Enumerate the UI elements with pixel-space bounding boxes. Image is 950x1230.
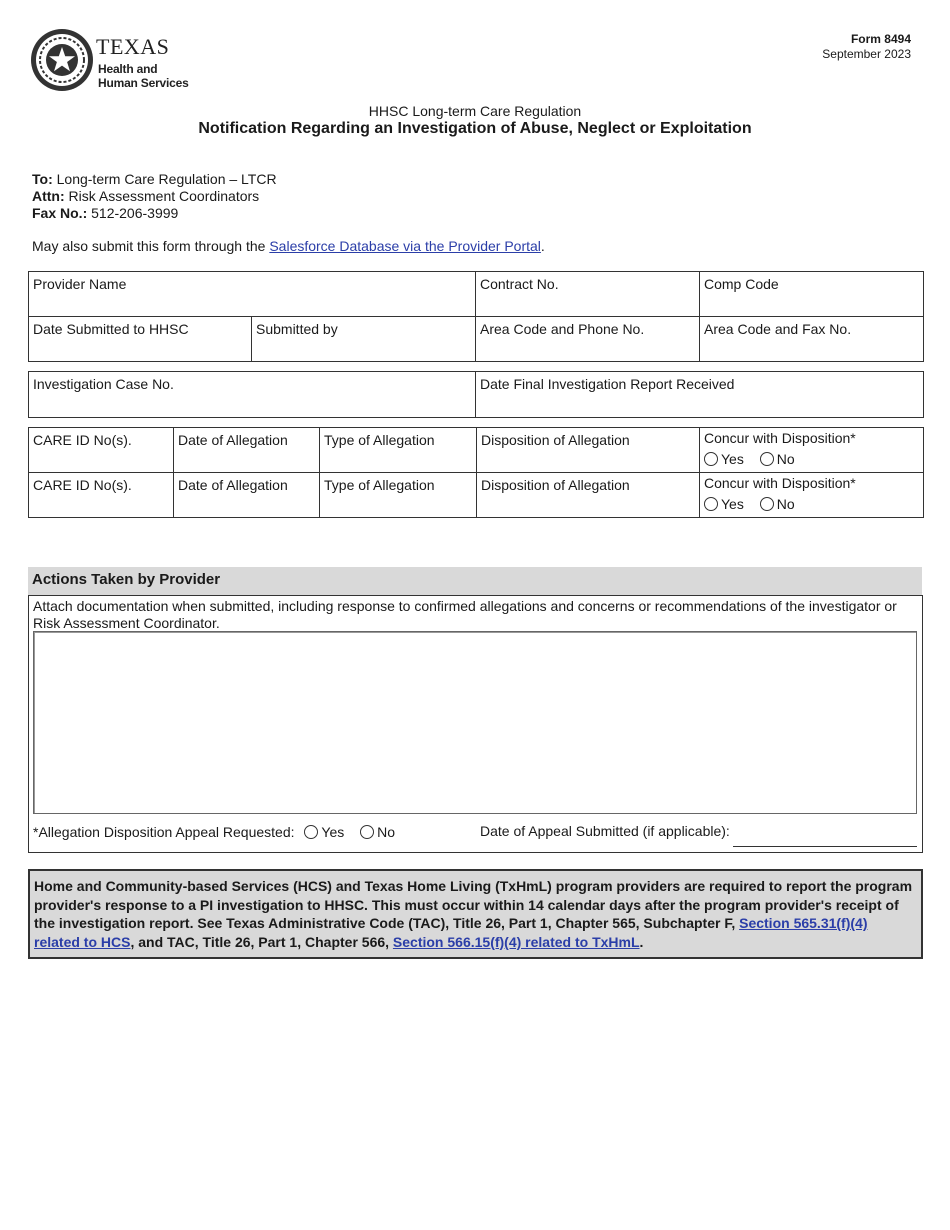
actions-section (28, 595, 923, 853)
final-report-date-field[interactable]: Date Final Investigation Report Received (476, 372, 924, 418)
page-title: Notification Regarding an Investigation of Abuse, Neglect or Exploitation (198, 120, 752, 137)
appeal-no-radio[interactable] (360, 825, 374, 839)
concur-field (700, 428, 924, 473)
provider-portal-link[interactable]: Salesforce Database via the Provider Portal (269, 238, 541, 254)
concur-yes-label: Yes (721, 451, 744, 467)
disposition-field[interactable]: Disposition of Allegation (477, 428, 700, 473)
logo-wordmark: TEXAS (96, 34, 170, 59)
attn-label: Attn: (32, 188, 65, 204)
submitted-by-field[interactable]: Submitted by (252, 317, 476, 362)
concur-no-radio[interactable] (760, 452, 774, 466)
table-row (29, 428, 924, 473)
contract-no-field[interactable]: Contract No. (476, 272, 700, 317)
phone-field[interactable]: Area Code and Phone No. (476, 317, 700, 362)
concur-label: Concur with Disposition* (704, 475, 856, 491)
investigation-table (28, 371, 924, 418)
concur-no-label: No (776, 496, 795, 512)
appeal-yes-radio[interactable] (304, 825, 318, 839)
attn-value: Risk Assessment Coordinators (68, 188, 260, 204)
fax-label: Fax No.: (32, 205, 88, 221)
txhml-section-link[interactable]: Section 566.15(f)(4) related to TxHmL (392, 933, 640, 950)
actions-heading: Actions Taken by Provider (28, 567, 922, 595)
recipient-block (32, 171, 277, 222)
allegation-table (28, 427, 924, 518)
allegation-type-field[interactable]: Type of Allegation (320, 473, 477, 518)
form-identifier (822, 32, 911, 62)
fax-value: 512-206-3999 (91, 205, 179, 221)
logo-subtitle: Health and Human Services (98, 62, 189, 90)
appeal-date-label: Date of Appeal Submitted (if applicable): (480, 823, 730, 839)
allegation-type-field[interactable]: Type of Allegation (320, 428, 477, 473)
form-number: Form 8494 (850, 32, 911, 46)
appeal-label: *Allegation Disposition Appeal Requested: (33, 824, 295, 840)
allegation-date-field[interactable]: Date of Allegation (174, 473, 320, 518)
actions-textarea[interactable] (33, 631, 917, 814)
allegation-date-field[interactable]: Date of Allegation (174, 428, 320, 473)
hcs-section-link[interactable]: Section 565.31(f)(4) related to HCS (34, 915, 868, 950)
disposition-field[interactable]: Disposition of Allegation (477, 473, 700, 518)
concur-yes-radio[interactable] (704, 497, 718, 511)
table-row (29, 473, 924, 518)
form-date: September 2023 (822, 47, 911, 61)
concur-label: Concur with Disposition* (704, 430, 856, 446)
concur-no-radio[interactable] (760, 497, 774, 511)
care-id-field[interactable]: CARE ID No(s). (29, 473, 174, 518)
agency-name: HHSC Long-term Care Regulation (368, 103, 582, 119)
hhs-logo (30, 28, 200, 94)
date-submitted-field[interactable]: Date Submitted to HHSC (29, 317, 252, 362)
provider-name-field[interactable]: Provider Name (29, 272, 476, 317)
concur-yes-label: Yes (721, 496, 744, 512)
concur-no-label: No (776, 451, 795, 467)
care-id-field[interactable]: CARE ID No(s). (29, 428, 174, 473)
submit-note: May also submit this form through the Salesforce Database via the Provider Portal. (32, 238, 545, 254)
comp-code-field[interactable]: Comp Code (700, 272, 924, 317)
appeal-yes-label: Yes (321, 824, 345, 840)
program-notice: Home and Community-based Services (HCS) and Texas Home Living (TxHmL) program providers are required to report the program provider's response to a PI investigation to HHSC. This must occur within 14 calendar days after the program provider's receipt of the investigation report. See Texas Administrative Code (TAC), Title 26, Part 1, Chapter 565, Subchapter F, Section 565.31(f)(4) related to HCS, and TAC, Title 26, Part 1, Chapter 566, Section 566.15(f)(4) related to TxHmL. (28, 869, 923, 959)
fax-field[interactable]: Area Code and Fax No. (700, 317, 924, 362)
concur-yes-radio[interactable] (704, 452, 718, 466)
to-label: To: (32, 171, 53, 187)
appeal-date-input[interactable] (733, 846, 917, 847)
texas-seal-icon (30, 28, 94, 92)
appeal-no-label: No (377, 824, 396, 840)
actions-instructions: Attach documentation when submitted, including response to confirmed allegations and concerns or recommendations of the investigator or Risk Assessment Coordinator. (33, 598, 897, 631)
appeal-requested (33, 824, 395, 840)
concur-field (700, 473, 924, 518)
to-value: Long-term Care Regulation – LTCR (56, 171, 277, 187)
case-no-field[interactable]: Investigation Case No. (29, 372, 476, 418)
provider-info-table (28, 271, 924, 362)
